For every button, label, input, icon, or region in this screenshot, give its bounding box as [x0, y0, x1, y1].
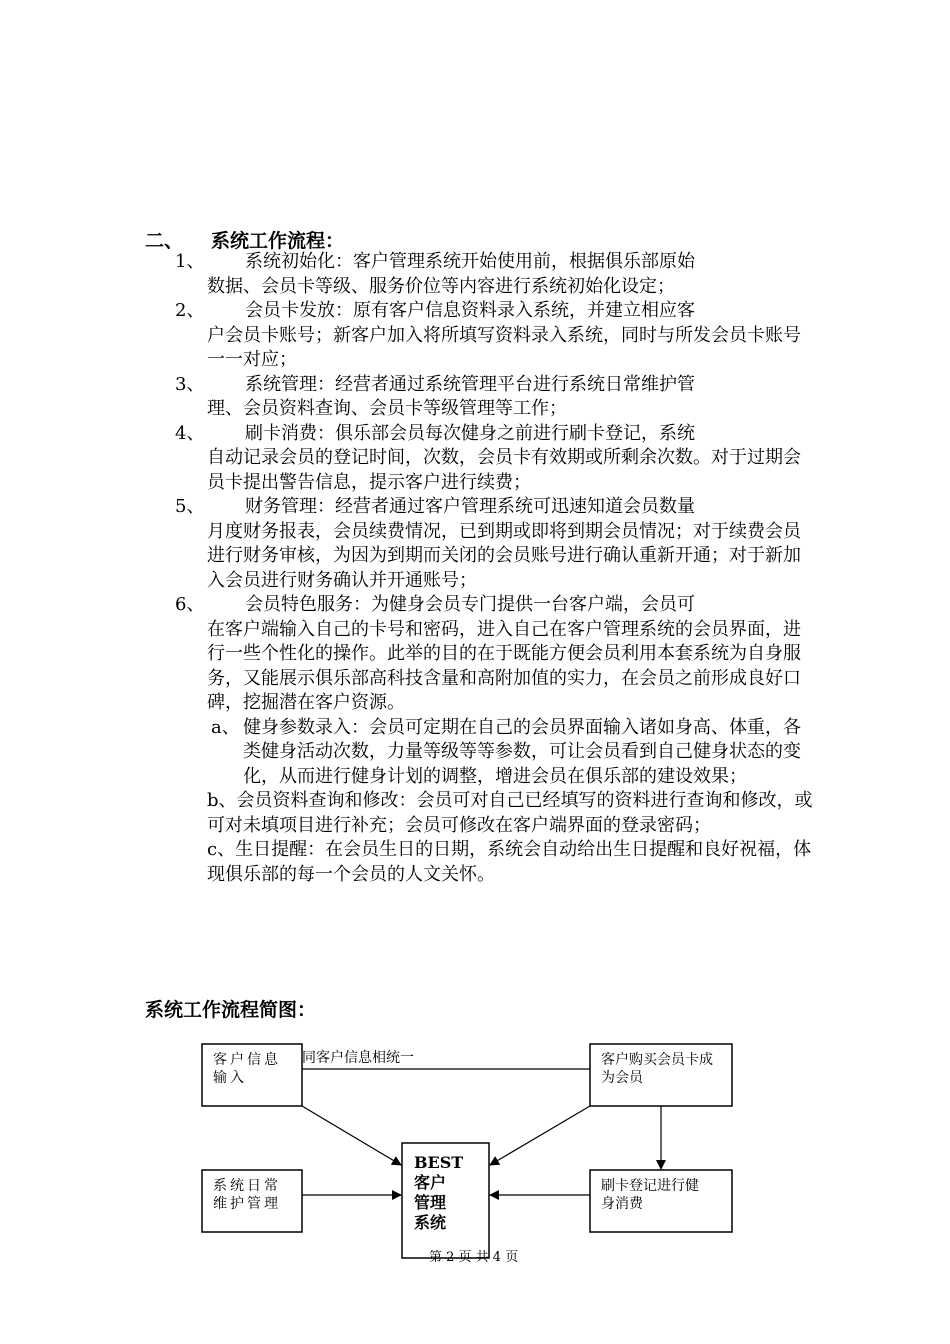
flow-diagram-title: 系统工作流程简图： [145, 999, 317, 1021]
arrow-info-to-system [302, 1106, 401, 1165]
box-label-best-system [414, 1153, 463, 1233]
box-label-swipe: 刷卡登记进行健身消费 [601, 1178, 699, 1212]
center-line-4: 系统 [414, 1213, 447, 1232]
item-text-rest: 在客户端输入自己的卡号和密码，进入自己在客户管理系统的会员界面，进行一些个性化的操作。此举的目的在于既能方便会员利用本套系统为自身服务，又能展示俱乐部高科技含量和高附加值的实力，在会员之前形成良好口碑，挖掘潜在客户资源。 [207, 618, 801, 713]
center-line-3: 管理 [414, 1193, 447, 1212]
sub-item-text: 健身参数录入：会员可定期在自己的会员界面输入诸如身高、体重，各类健身活动次数，力量等级等等参数，可让会员看到自己健身状态的变化，从而进行健身计划的调整，增进会员在俱乐部的建设效果； [243, 716, 801, 787]
sub-item-text: c、生日提醒：在会员生日的日期，系统会自动给出生日提醒和良好祝福，体现俱乐部的每一个会员的人文关怀。 [207, 839, 812, 885]
arrow-card-to-system [490, 1106, 590, 1165]
item-text-first: 系统初始化：客户管理系统开始使用前，根据俱乐部原始 [245, 251, 695, 272]
sub-item-lead: a、 [211, 716, 240, 738]
center-line-2: 客户 [414, 1173, 447, 1192]
item-text-first: 会员卡发放：原有客户信息资料录入系统，并建立相应客 [245, 300, 695, 321]
item-text-rest: 户会员卡账号；新客户加入将所填写资料录入系统，同时与所发会员卡账号一一对应； [207, 324, 801, 370]
item-text-rest: 理、会员资料查询、会员卡等级管理等工作； [207, 398, 567, 419]
connector-note: 同客户信息相统一 [302, 1050, 414, 1066]
box-label-customer-info: 客户信息输入 [213, 1052, 281, 1086]
item-number: 4、 [175, 422, 205, 444]
item-text-first: 刷卡消费：俱乐部会员每次健身之前进行刷卡登记，系统 [245, 422, 695, 444]
item-text-rest: 数据、会员卡等级、服务价位等内容进行系统初始化设定； [207, 275, 675, 297]
sub-item-text: b、会员资料查询和修改：会员可对自己已经填写的资料进行查询和修改，或可对未填项目进行补充；会员可修改在客户端界面的登录密码； [207, 790, 813, 836]
center-line-1: BEST [414, 1153, 464, 1172]
item-number: 5、 [175, 496, 205, 517]
item-number: 1、 [175, 251, 205, 272]
item-text-rest: 自动记录会员的登记时间，次数，会员卡有效期或所剩余次数。对于过期会员卡提出警告信息，提示客户进行续费； [207, 447, 801, 493]
section-number: 二、 [145, 230, 184, 252]
item-text-rest: 月度财务报表，会员续费情况，已到期或即将到期会员情况；对于续费会员进行财务审核，为因为到期而关闭的会员账号进行确认重新开通；对于新加入会员进行财务确认并开通账号； [207, 520, 801, 591]
item-text-first: 系统管理：经营者通过系统管理平台进行系统日常维护管 [245, 373, 695, 395]
item-number: 3、 [175, 373, 205, 395]
section-title: 系统工作流程： [211, 230, 345, 252]
item-number: 6、 [175, 594, 205, 615]
item-text-first: 会员特色服务：为健身会员专门提供一台客户端，会员可 [245, 594, 695, 615]
box-label-maintenance: 系统日常维护管理 [213, 1178, 281, 1212]
box-label-buy-card: 客户购买会员卡成为会员 [601, 1052, 713, 1086]
item-text-first: 财务管理：经营者通过客户管理系统可迅速知道会员数量 [245, 496, 695, 517]
page-footer: 第 2 页 共 4 页 [429, 1250, 519, 1265]
item-number: 2、 [175, 300, 205, 321]
